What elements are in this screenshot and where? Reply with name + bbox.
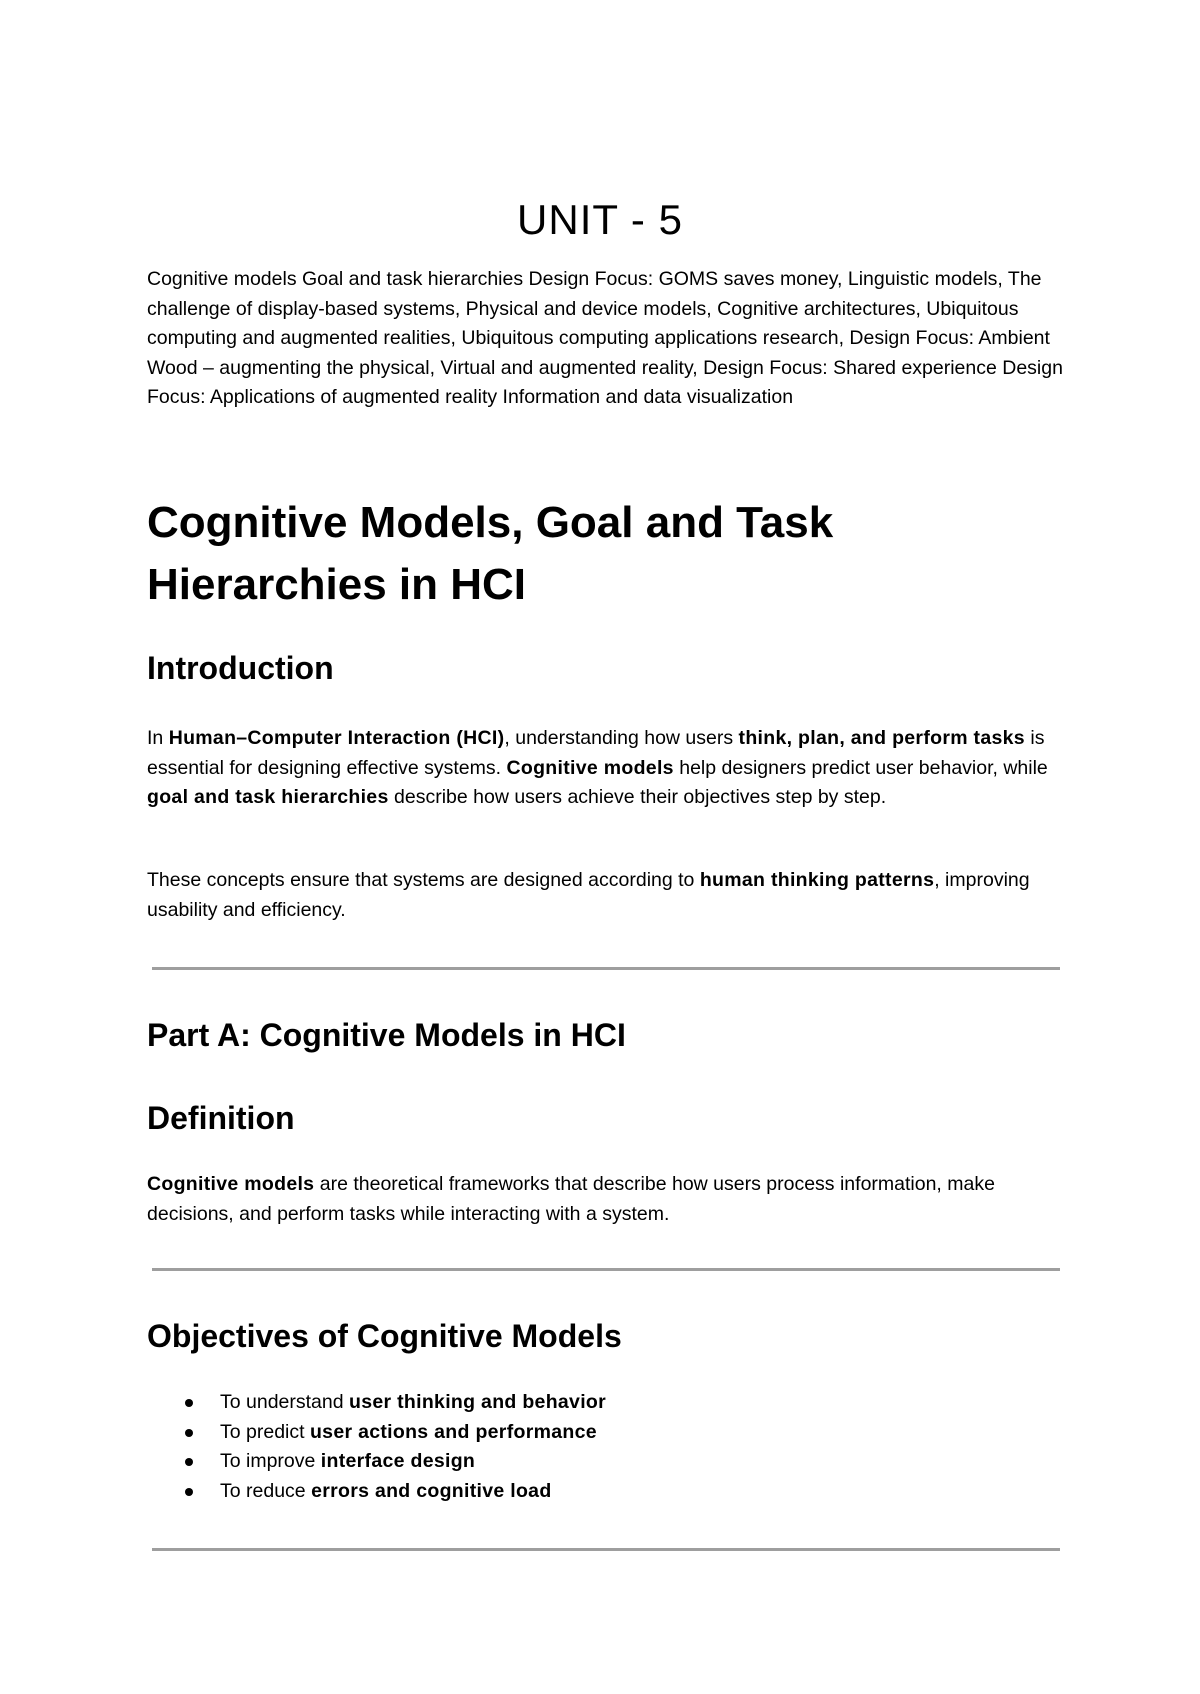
bullet-icon [185, 1458, 193, 1466]
unit-summary: Cognitive models Goal and task hierarchies Design Focus: GOMS saves money, Linguistic models, The challenge of display-based systems, Physical and device models, Cognitive architectures, Ubiquitous computing and augmented realities, Ubiquitous computing applications research, Design Focus: Ambient Wood – augmenting the physical, Virtual and augmented reality, Design Focus: Shared experience Design Focus: Applications of augmented reality Information and data visualization [147, 268, 1063, 408]
main-heading: Cognitive Models, Goal and Task Hierarchies in HCI [147, 498, 834, 609]
bold-run: Cognitive models [147, 1173, 315, 1195]
text-run: describe how users achieve their objectives step by step. [388, 786, 887, 808]
bold-run: goal and task hierarchies [147, 786, 389, 808]
text-run: To reduce [220, 1479, 312, 1502]
part-a-heading: Part A: Cognitive Models in HCI [147, 1017, 626, 1053]
text-run: To understand [220, 1391, 350, 1413]
list-item [147, 1477, 606, 1507]
bold-run: interface design [320, 1450, 476, 1472]
bold-run: Cognitive models [506, 756, 674, 779]
text-run: To improve [220, 1450, 321, 1472]
horizontal-divider [152, 1268, 1060, 1271]
objectives-heading: Objectives of Cognitive Models [147, 1318, 622, 1354]
introduction-paragraph-2 [147, 866, 1067, 925]
bullet-icon [185, 1488, 193, 1496]
text-run: In [147, 727, 169, 749]
text-run: , understanding how users [504, 727, 739, 749]
bold-run: user thinking and behavior [349, 1391, 607, 1413]
text-run: are theoretical frameworks that describe how users process information, make decisions, and perform tasks while interacting with a system. [147, 1173, 995, 1225]
introduction-heading: Introduction [147, 650, 334, 686]
list-item [147, 1447, 606, 1477]
definition-heading: Definition [147, 1100, 295, 1136]
bullet-icon [185, 1399, 193, 1407]
bullet-icon [185, 1429, 193, 1437]
introduction-paragraph-1 [147, 724, 1067, 813]
text-run: help designers predict user behavior, while [673, 756, 1048, 779]
unit-title: UNIT - 5 [517, 196, 683, 243]
text-run: To predict [220, 1420, 310, 1443]
text-run: , improving usability and efficiency. [147, 869, 1030, 921]
objectives-list [147, 1388, 606, 1506]
list-item [147, 1418, 606, 1448]
bold-run: Human–Computer Interaction (HCI) [168, 727, 505, 749]
bold-run: errors and cognitive load [311, 1479, 552, 1502]
bold-run: user actions and performance [309, 1420, 597, 1443]
bold-run: think, plan, and perform tasks [738, 727, 1025, 749]
definition-paragraph [147, 1170, 1067, 1229]
list-item [147, 1388, 606, 1418]
horizontal-divider [152, 1548, 1060, 1551]
text-run: is essential for designing effective systems. [147, 727, 1045, 779]
text-run: These concepts ensure that systems are designed according to [147, 869, 700, 891]
bold-run: human thinking patterns [699, 869, 935, 891]
horizontal-divider [152, 967, 1060, 970]
